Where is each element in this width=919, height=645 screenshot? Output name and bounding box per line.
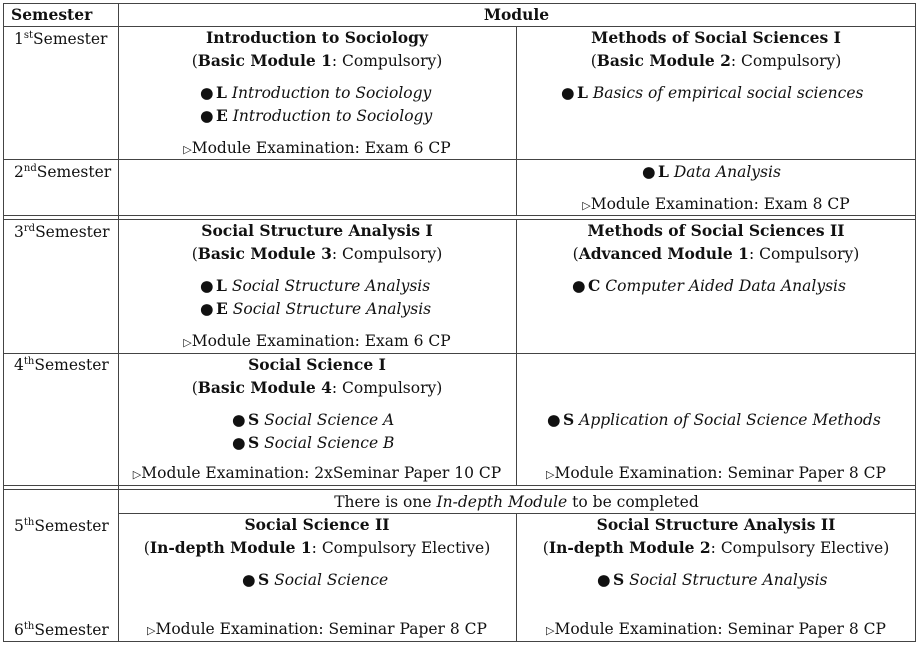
module-title-intro: Introduction to Sociology — [206, 28, 428, 47]
module-title-science1: Social Science I — [248, 355, 386, 374]
triangle-icon: ▷ — [132, 468, 142, 481]
semester-4: 4thSemester — [14, 356, 109, 374]
module-type-structure2: (In-depth Module 2: Compulsory Elective) — [542, 538, 890, 557]
semester-5: 5thSemester — [14, 517, 109, 535]
header-semester: Semester — [11, 5, 93, 24]
exam-methods2: ▷Module Examination: Seminar Paper 8 CP — [546, 464, 886, 482]
semester-6: 6thSemester — [14, 621, 109, 639]
list-item: ● L Social Structure Analysis — [200, 276, 431, 295]
rule-block1-b — [3, 219, 915, 220]
module-title-methods2: Methods of Social Sciences II — [587, 221, 845, 240]
rule-left — [3, 3, 4, 642]
module-type-intro: (Basic Module 1: Compulsory) — [191, 51, 443, 70]
list-item: ● L Introduction to Sociology — [200, 83, 432, 102]
triangle-icon: ▷ — [183, 143, 192, 156]
rule-top — [3, 3, 915, 4]
module-title-structure1: Social Structure Analysis I — [201, 221, 433, 240]
list-item: ● S Social Science A — [232, 410, 395, 429]
exam-methods1: ▷Module Examination: Exam 8 CP — [582, 195, 850, 213]
exam-structure1: ▷Module Examination: Exam 6 CP — [183, 332, 451, 350]
rule-header — [3, 26, 915, 27]
module-type-science1: (Basic Module 4: Compulsory) — [191, 378, 443, 397]
indepth-note: There is one In-depth Module to be completed — [334, 493, 699, 511]
semester-3: 3rdSemester — [14, 223, 110, 241]
header-module: Module — [483, 5, 550, 24]
module-type-methods2: (Advanced Module 1: Compulsory) — [572, 244, 860, 263]
list-item: ● S Social Science B — [232, 433, 395, 452]
rule-bottom — [3, 641, 915, 642]
list-item: ● S Social Structure Analysis — [597, 570, 828, 589]
list-item: ● L Data Analysis — [642, 162, 781, 181]
triangle-icon: ▷ — [582, 199, 591, 212]
module-type-science2: (In-depth Module 1: Compulsory Elective) — [143, 538, 491, 557]
rule-block2-a — [3, 485, 915, 486]
semester-2: 2ndSemester — [14, 163, 112, 181]
rule-s3 — [3, 353, 915, 354]
triangle-icon: ▷ — [546, 624, 555, 637]
exam-science1: ▷Module Examination: 2xSeminar Paper 10 CP — [132, 464, 502, 482]
semester-1: 1stSemester — [14, 30, 108, 48]
rule-right — [915, 3, 916, 642]
list-item: ● L Basics of empirical social sciences — [561, 83, 864, 102]
module-title-structure2: Social Structure Analysis II — [596, 515, 836, 534]
exam-structure2: ▷Module Examination: Seminar Paper 8 CP — [546, 620, 886, 638]
exam-intro: ▷Module Examination: Exam 6 CP — [183, 139, 451, 157]
list-item: ● E Introduction to Sociology — [200, 106, 433, 125]
exam-science2: ▷Module Examination: Seminar Paper 8 CP — [147, 620, 487, 638]
rule-block2-b — [3, 489, 915, 490]
list-item: ● S Social Science — [242, 570, 389, 589]
triangle-icon: ▷ — [546, 468, 555, 481]
module-title-science2: Social Science II — [244, 515, 390, 534]
module-type-methods1: (Basic Module 2: Compulsory) — [590, 51, 842, 70]
module-type-structure1: (Basic Module 3: Compulsory) — [191, 244, 443, 263]
list-item: ● E Social Structure Analysis — [200, 299, 432, 318]
list-item: ● C Computer Aided Data Analysis — [572, 276, 846, 295]
triangle-icon: ▷ — [147, 624, 156, 637]
list-item: ● S Application of Social Science Methods — [547, 410, 881, 429]
triangle-icon: ▷ — [183, 336, 192, 349]
module-title-methods1: Methods of Social Sciences I — [591, 28, 841, 47]
